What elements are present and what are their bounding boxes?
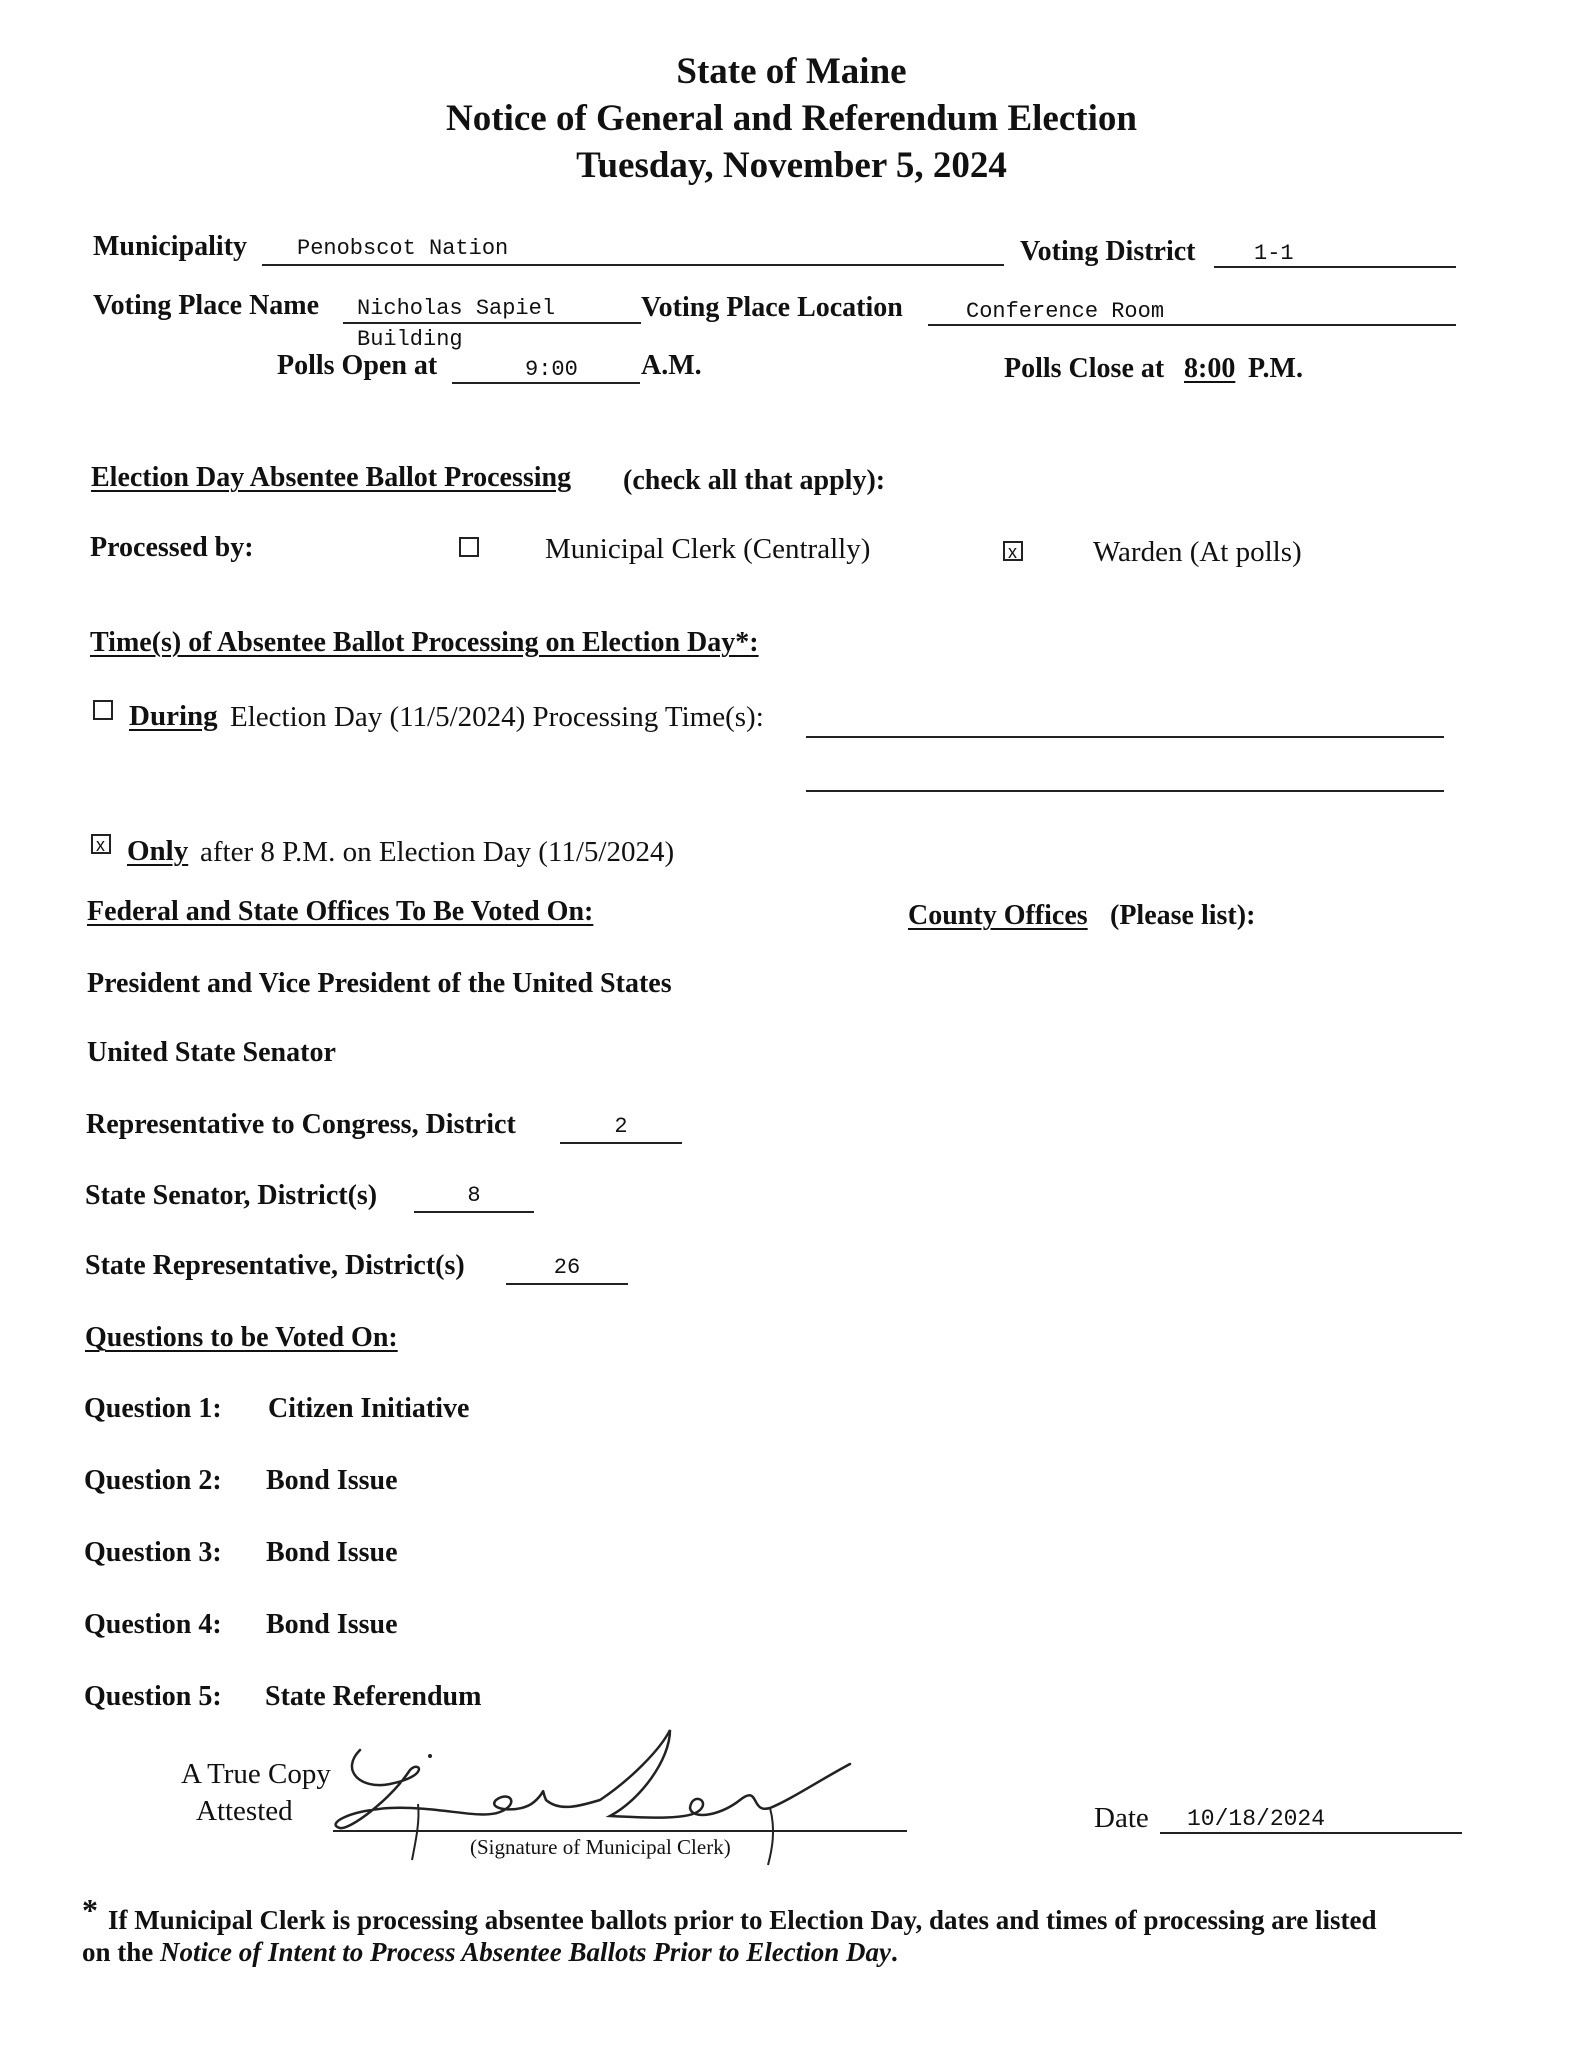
- question-1-value: Citizen Initiative: [268, 1393, 470, 1424]
- processed-by-label: Processed by:: [90, 532, 254, 563]
- footnote-period: .: [890, 1937, 898, 1967]
- office-president: President and Vice President of the United States: [87, 968, 672, 999]
- voting-place-location-line: [928, 324, 1456, 326]
- office-state-senator-label: State Senator, District(s): [85, 1180, 378, 1211]
- office-congress-label: Representative to Congress, District: [86, 1109, 516, 1140]
- header-title: State of Maine: [676, 51, 907, 92]
- question-3-label: Question 3:: [84, 1537, 222, 1568]
- office-senator: United State Senator: [87, 1037, 336, 1068]
- header-date: Tuesday, November 5, 2024: [576, 145, 1007, 186]
- polls-close-suffix: P.M.: [1248, 353, 1303, 384]
- polls-open-suffix: A.M.: [641, 350, 702, 381]
- office-state-rep-label: State Representative, District(s): [85, 1250, 465, 1281]
- voting-place-name-value: Nicholas Sapiel: [357, 296, 556, 321]
- question-5-label: Question 5:: [84, 1681, 222, 1712]
- processing-times-heading: Time(s) of Absentee Ballot Processing on Election Day*:: [90, 627, 759, 658]
- county-heading-suffix: (Please list):: [1110, 900, 1256, 931]
- footnote-line-2: [82, 1936, 898, 1968]
- municipality-label: Municipality: [93, 231, 248, 262]
- question-4-value: Bond Issue: [266, 1609, 398, 1640]
- absentee-heading-suffix: (check all that apply):: [623, 465, 886, 496]
- footnote-line-1: If Municipal Clerk is processing absentee ballots prior to Election Day, dates and times of processing are listed: [108, 1905, 1377, 1935]
- office-state-rep-value: 26: [506, 1255, 628, 1285]
- voting-place-location-label: Voting Place Location: [641, 292, 903, 323]
- only-after-text: after 8 P.M. on Election Day (11/5/2024): [200, 836, 675, 868]
- polls-open-value: 9:00: [525, 357, 578, 382]
- voting-district-value: 1-1: [1254, 241, 1294, 266]
- municipality-value: Penobscot Nation: [297, 236, 509, 261]
- voting-place-name-value-2: Building: [357, 327, 463, 352]
- voting-place-name-line: [343, 322, 641, 324]
- processing-time-line-2[interactable]: [806, 790, 1444, 792]
- question-2-label: Question 2:: [84, 1465, 222, 1496]
- date-line[interactable]: [1160, 1832, 1462, 1834]
- voting-place-name-label: Voting Place Name: [93, 290, 320, 321]
- footnote-on-the: on the: [82, 1937, 154, 1967]
- municipal-clerk-checkbox[interactable]: [459, 537, 479, 557]
- during-emph: During: [129, 700, 218, 732]
- question-1-label: Question 1:: [84, 1393, 222, 1424]
- questions-heading: Questions to be Voted On:: [85, 1322, 398, 1353]
- polls-open-line: [452, 382, 640, 384]
- federal-state-heading: Federal and State Offices To Be Voted On:: [87, 896, 594, 927]
- header-subtitle: Notice of General and Referendum Election: [446, 98, 1137, 139]
- warden-checkbox[interactable]: [1003, 541, 1023, 561]
- warden-option: Warden (At polls): [1093, 536, 1302, 568]
- polls-open-label: Polls Open at: [277, 350, 438, 381]
- signature-line[interactable]: [333, 1830, 907, 1832]
- question-2-value: Bond Issue: [266, 1465, 398, 1496]
- municipality-line: [262, 264, 1004, 266]
- date-value: 10/18/2024: [1187, 1806, 1326, 1832]
- during-checkbox[interactable]: [93, 700, 113, 720]
- office-state-senator-value: 8: [414, 1183, 534, 1213]
- processing-time-line-1[interactable]: [806, 736, 1444, 738]
- only-after-checkbox[interactable]: [91, 834, 111, 854]
- county-heading: County Offices: [908, 900, 1088, 931]
- question-4-label: Question 4:: [84, 1609, 222, 1640]
- signature-caption: (Signature of Municipal Clerk): [470, 1835, 731, 1859]
- footnote-notice-title: Notice of Intent to Process Absentee Ballots Prior to Election Day: [160, 1937, 891, 1967]
- true-copy-label: A True Copy: [181, 1758, 331, 1790]
- polls-close-value: 8:00: [1184, 353, 1236, 384]
- voting-place-location-value: Conference Room: [966, 299, 1165, 324]
- question-5-value: State Referendum: [265, 1681, 482, 1712]
- municipal-clerk-option: Municipal Clerk (Centrally): [545, 533, 871, 565]
- polls-close-label: Polls Close at: [1004, 353, 1165, 384]
- absentee-heading: Election Day Absentee Ballot Processing: [91, 462, 572, 493]
- attested-label: Attested: [196, 1795, 293, 1827]
- office-congress-value: 2: [560, 1114, 682, 1144]
- footnote-star: *: [82, 1892, 98, 1928]
- voting-district-line: [1214, 266, 1456, 268]
- during-text: Election Day (11/5/2024) Processing Time(s):: [230, 701, 764, 733]
- voting-district-label: Voting District: [1020, 236, 1196, 267]
- date-label: Date: [1094, 1802, 1149, 1834]
- only-emph: Only: [127, 835, 189, 867]
- question-3-value: Bond Issue: [266, 1537, 398, 1568]
